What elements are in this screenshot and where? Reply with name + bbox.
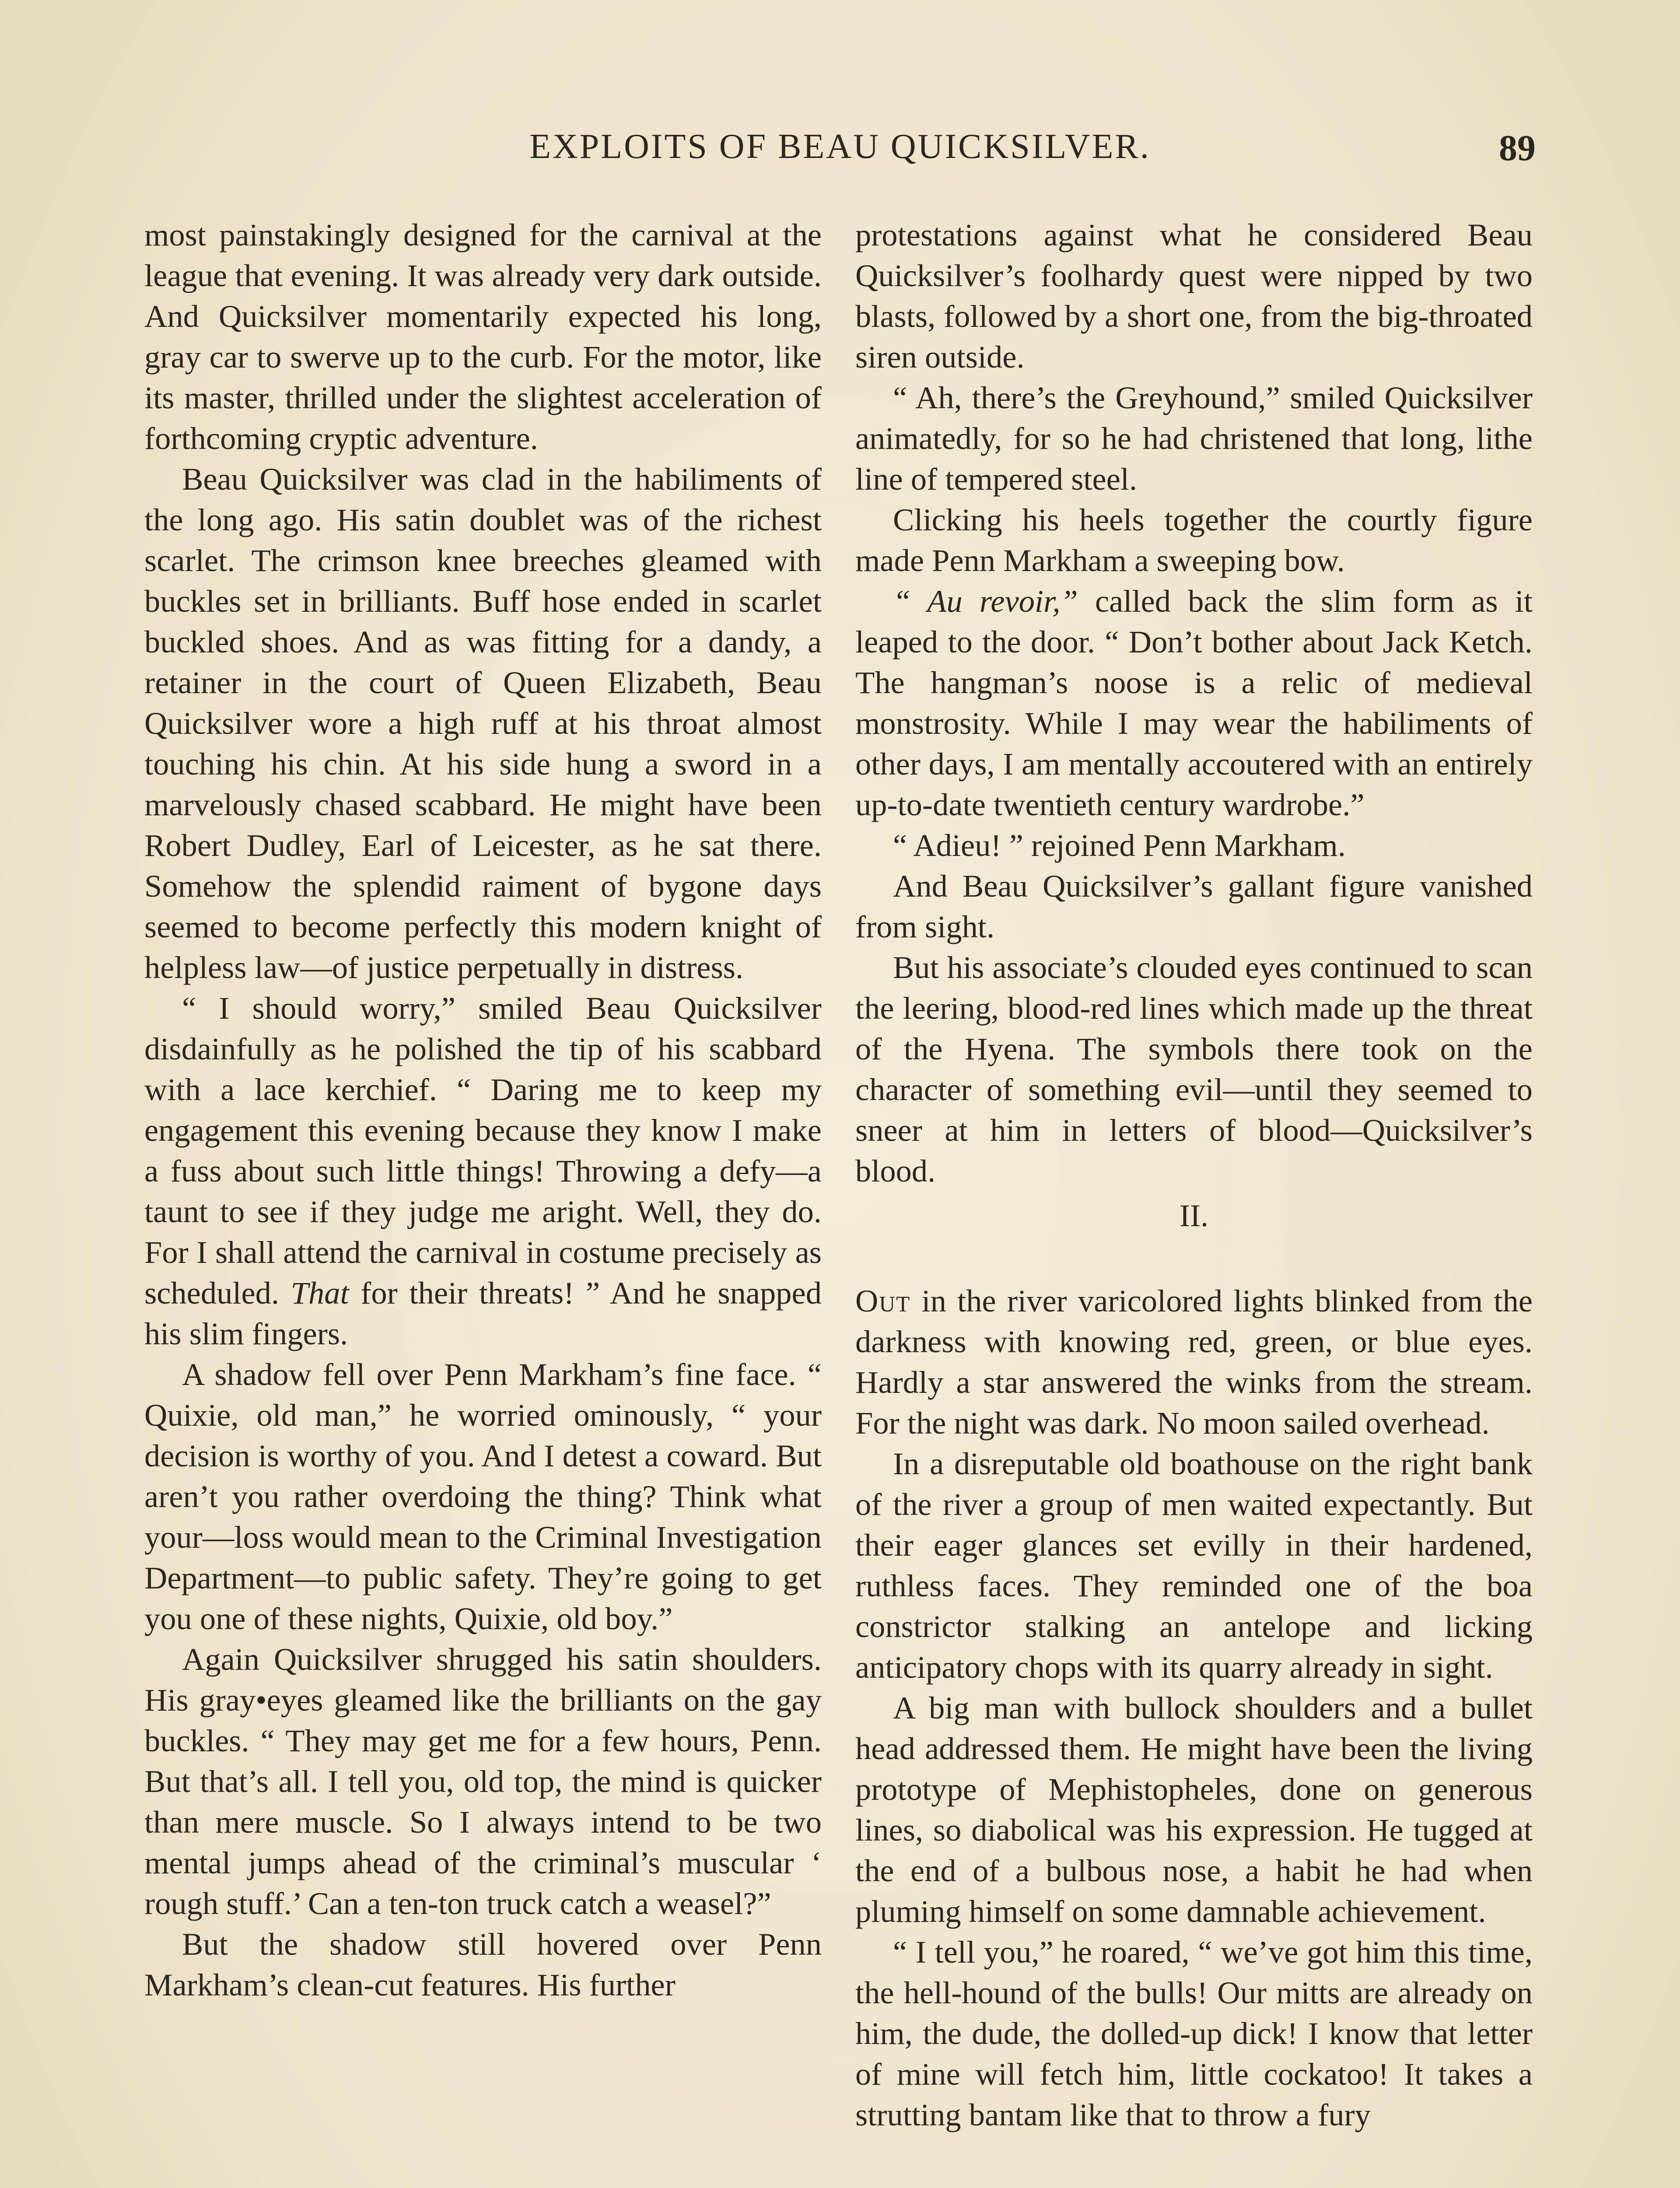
paragraph-text: “ I should worry,” smiled Beau Quicksilver disdainfully as he polished the tip of his scabbard with a lace kerchief. “ Daring me to keep my engagement this evening because they know I make a fuss about such little things! Throwing a defy—a taunt to see if they judge me aright. Well, they do. For I shall attend the carnival in costume precisely as scheduled. [144,990,822,1311]
paragraph: But his associate’s clouded eyes continued to scan the leering, blood-red lines which made up the threat of the Hyena. The symbols there took on the character of something evil—until they seemed to sneer at him in letters of blood—Quicksilver’s blood. [855,950,1533,1189]
paragraph: “ Ah, there’s the Greyhound,” smiled Quicksilver animatedly, for so he had christened that long, lithe line of tempered steel. [855,380,1533,497]
paragraph: “ I tell you,” he roared, “ we’ve got him this time, the hell-hound of the bulls! Our mitts are already on him, the dude, the dolled-up dick! I know that letter of mine will fetch him, little cockatoo! It takes a strutting bantam like that to throw a fury [855,1934,1533,2132]
page-header [144,127,1536,179]
paragraph-text: in the river varicolored lights blinked from the darkness with knowing red, green, or blue eyes. Hardly a star answered the winks from the stream. For the night was dark. No moon sailed overhead. [855,1283,1533,1441]
paragraph-text: called back the slim form as it leaped to the door. “ Don’t bother about Jack Ketch. The hangman’s noose is a relic of medieval monstrosity. While I may wear the habiliments of other days, I am mentally accoutered with an entirely up-to-date twentieth century wardrobe.” [855,583,1533,822]
paragraph: protestations against what he considered Beau Quicksilver’s foolhardy quest were nipped by two blasts, followed by a short one, from the big-throated siren outside. [855,217,1533,375]
paragraph: A shadow fell over Penn Markham’s fine face. “ Quixie, old man,” he worried ominously, “ your decision is worthy of you. And I detest a coward. But aren’t you rather overdoing the thing? Think what your—loss would mean to the Criminal Investigation Department—to public safety. They’re going to get you one of these nights, Quixie, old boy.” [144,1357,822,1636]
paragraph: Again Quicksilver shrugged his satin shoulders. His gray•eyes gleamed like the brilliants on the gay buckles. “ They may get me for a few hours, Penn. But that’s all. I tell you, old top, the mind is quicker than mere muscle. So I always intend to be two mental jumps ahead of the criminal’s muscular ‘ rough stuff.’ Can a ten-ton truck catch a weasel?” [144,1641,822,1921]
left-column [144,214,822,2005]
paragraph: Beau Quicksilver was clad in the habiliments of the long ago. His satin doublet was of the richest scarlet. The crimson knee breeches gleamed with buckles set in brilliants. Buff hose ended in scarlet buckled shoes. And as was fitting for a dandy, a retainer in the court of Queen Elizabeth, Beau Quicksilver wore a high ruff at his throat almost touching his chin. At his side hung a sword in a marvelously chased scabbard. He might have been Robert Dudley, Earl of Leicester, as he sat there. Somehow the splendid raiment of bygone days seemed to become perfectly this modern knight of helpless law—of justice perpetually in distress. [144,461,822,985]
right-column [855,214,1533,2135]
paragraph: “ Adieu! ” rejoined Penn Markham. [893,828,1346,863]
paragraph: A big man with bullock shoulders and a bullet head addressed them. He might have been the living prototype of Mephistopheles, done on generous lines, so diabolical was his expression. He tugged at the end of a bulbous nose, a habit he had when pluming himself on some damnable achievement. [855,1690,1533,1929]
small-caps-lead: Out [855,1283,911,1318]
paragraph [855,581,1533,825]
paragraph-text: for their threats! ” And he snapped his slim fingers. [144,1275,822,1351]
paragraph [144,988,822,1354]
italic-emphasis: That [290,1275,349,1311]
paragraph: And Beau Quicksilver’s gallant figure vanished from sight. [855,868,1533,944]
page-number: 89 [1499,128,1536,168]
section-heading: II. [1180,1198,1208,1233]
italic-emphasis: “ Au revoir,” [893,583,1078,619]
paragraph [855,1280,1533,1443]
paragraph: most painstakingly designed for the carnival at the league that evening. It was already very dark outside. And Quicksilver momentarily expected his long, gray car to swerve up to the curb. For the motor, like its master, thrilled under the slightest acceleration of forthcoming cryptic adventure. [144,217,822,456]
paragraph: In a disreputable old boathouse on the right bank of the river a group of men waited expectantly. But their eager glances set evilly in their hardened, ruthless faces. They reminded one of the boa constrictor stalking an antelope and licking anticipatory chops with its quarry already in sight. [855,1446,1533,1685]
running-head: EXPLOITS OF BEAU QUICKSILVER. [529,127,1151,166]
paragraph: But the shadow still hovered over Penn Markham’s clean-cut features. His further [144,1926,822,2002]
paragraph: Clicking his heels together the courtly figure made Penn Markham a sweeping bow. [855,502,1533,578]
